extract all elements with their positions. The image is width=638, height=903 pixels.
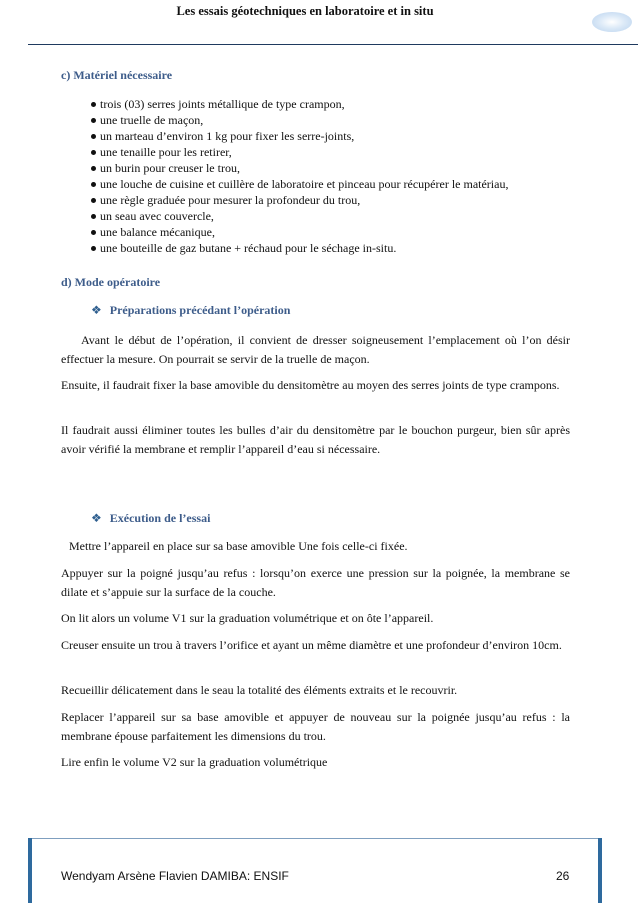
list-item: une bouteille de gaz butane + réchaud pour le séchage in-situ. <box>91 240 508 256</box>
preparation-subheading-label: Préparations précédant l’opération <box>109 303 291 317</box>
preparation-paragraph: Il faudrait aussi éliminer toutes les bulles d’air du densitomètre par le bouchon purgeur, bien sûr après avoir vérifié la membrane et remplir l’appareil d’eau si nécessaire. <box>61 423 570 456</box>
list-item: un burin pour creuser le trou, <box>91 160 508 176</box>
list-item: un seau avec couvercle, <box>91 208 508 224</box>
execution-paragraph: On lit alors un volume V1 sur la graduation volumétrique et on ôte l’appareil. <box>61 611 434 625</box>
execution-paragraph: Recueillir délicatement dans le seau la totalité des éléments extraits et le recouvrir. <box>61 683 458 697</box>
footer-author: Wendyam Arsène Flavien DAMIBA: ENSIF <box>61 869 289 883</box>
list-item: trois (03) serres joints métallique de type crampon, <box>91 96 508 112</box>
execution-paragraph: Creuser ensuite un trou à travers l’orifice et ayant un même diamètre et une profondeur d’environ 10cm. <box>61 638 562 652</box>
header-decoration <box>592 12 632 32</box>
preparation-paragraph: Avant le début de l’opération, il convient de dresser soigneusement l’emplacement où l’on désir effectuer la mesure. On pourrait se servir de la truelle de maçon. <box>61 333 570 366</box>
execution-paragraph: Mettre l’appareil en place sur sa base amovible Une fois celle-ci fixée. <box>69 539 408 553</box>
list-item: une tenaille pour les retirer, <box>91 144 508 160</box>
execution-subheading-label: Exécution de l’essai <box>109 511 211 525</box>
footer-divider <box>28 838 602 839</box>
list-item: un marteau d’environ 1 kg pour fixer les serre-joints, <box>91 128 508 144</box>
footer-left-bar <box>28 838 32 903</box>
diamond-bullet-icon: ❖ <box>91 511 102 525</box>
list-item: une règle graduée pour mesurer la profondeur du trou, <box>91 192 508 208</box>
section-d-heading: d) Mode opératoire <box>61 275 161 289</box>
list-item: une louche de cuisine et cuillère de laboratoire et pinceau pour récupérer le matériau, <box>91 176 508 192</box>
execution-paragraph: Lire enfin le volume V2 sur la graduation volumétrique <box>61 755 328 769</box>
header-divider <box>28 44 638 45</box>
execution-paragraph: Appuyer sur la poigné jusqu’au refus : lorsqu’on exerce une pression sur la poignée, la membrane se dilate et s’appuie sur la surface de la couche. <box>61 566 570 599</box>
diamond-bullet-icon: ❖ <box>91 303 102 317</box>
execution-paragraph: Replacer l’appareil sur sa base amovible et appuyer de nouveau sur la poignée jusqu’au refus : la membrane épouse parfaitement les dimensions du trou. <box>61 710 570 743</box>
page-header-title: Les essais géotechniques en laboratoire et in situ <box>176 4 434 18</box>
preparation-paragraph: Ensuite, il faudrait fixer la base amovible du densitomètre au moyen des serres joints de type crampons. <box>61 378 560 392</box>
footer-right-bar <box>598 838 602 903</box>
list-item: une truelle de maçon, <box>91 112 508 128</box>
section-c-heading: c) Matériel nécessaire <box>61 68 173 82</box>
page-number: 26 <box>556 869 570 883</box>
equipment-list <box>91 96 508 256</box>
preparation-subheading <box>91 303 290 318</box>
list-item: une balance mécanique, <box>91 224 508 240</box>
execution-subheading <box>91 511 210 526</box>
